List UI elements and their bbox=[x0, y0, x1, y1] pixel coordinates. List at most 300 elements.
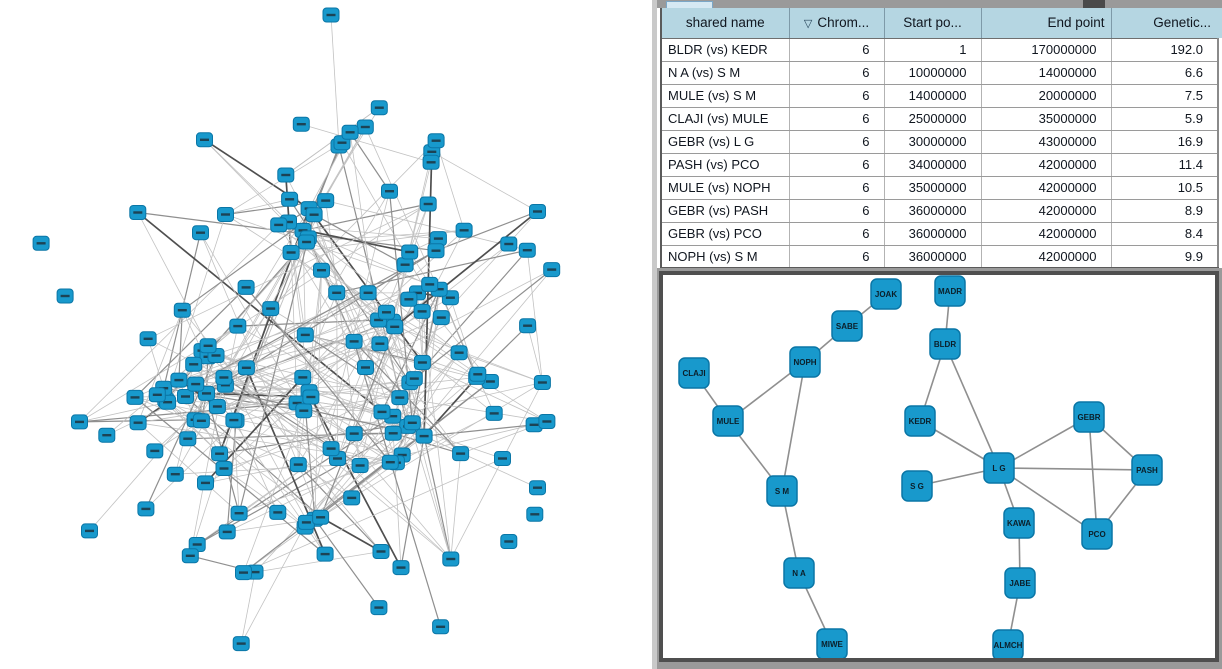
node-label bbox=[239, 571, 248, 573]
network-node[interactable] bbox=[216, 371, 232, 385]
network-node[interactable] bbox=[530, 205, 546, 219]
attribute-table[interactable] bbox=[660, 8, 1219, 269]
node-label bbox=[153, 394, 162, 396]
node-label bbox=[533, 487, 542, 489]
node-label bbox=[350, 432, 359, 434]
node-label bbox=[420, 435, 429, 437]
network-node[interactable] bbox=[372, 337, 388, 351]
table-row[interactable] bbox=[661, 130, 1218, 153]
node-label bbox=[356, 464, 365, 466]
table-row[interactable] bbox=[661, 245, 1218, 268]
cell-shared-name[interactable]: GEBR (vs) PASH bbox=[661, 199, 789, 222]
network-node[interactable] bbox=[404, 416, 420, 430]
network-node[interactable] bbox=[420, 197, 436, 211]
network-node[interactable] bbox=[127, 390, 143, 404]
cell-genetic[interactable]: 16.9 bbox=[1111, 130, 1218, 153]
network-node[interactable] bbox=[209, 400, 225, 414]
network-node[interactable] bbox=[501, 237, 517, 251]
node-label: GEBR bbox=[1077, 413, 1101, 422]
network-node[interactable] bbox=[433, 311, 449, 325]
node-MIWE[interactable] bbox=[817, 629, 847, 658]
network-node[interactable] bbox=[193, 226, 209, 240]
network-edge bbox=[350, 132, 389, 191]
table-row[interactable] bbox=[661, 199, 1218, 222]
network-node[interactable] bbox=[428, 244, 444, 258]
network-edge bbox=[528, 326, 543, 383]
node-label bbox=[533, 210, 542, 212]
node-label bbox=[302, 521, 311, 523]
node-label: N A bbox=[792, 569, 806, 578]
network-edge bbox=[424, 436, 451, 559]
overview-network-canvas[interactable] bbox=[663, 275, 1215, 658]
network-node[interactable] bbox=[130, 206, 146, 220]
node-label: S M bbox=[774, 487, 790, 496]
node-label bbox=[183, 438, 192, 440]
network-node[interactable] bbox=[298, 515, 314, 529]
network-node[interactable] bbox=[387, 320, 403, 334]
cell-chromosome[interactable]: 6 bbox=[789, 222, 884, 245]
node-NOPH[interactable] bbox=[790, 347, 820, 377]
network-node[interactable] bbox=[416, 429, 432, 443]
network-node[interactable] bbox=[501, 535, 517, 549]
node-label bbox=[455, 352, 464, 354]
network-node[interactable] bbox=[278, 168, 294, 182]
network-node[interactable] bbox=[486, 406, 502, 420]
cell-genetic[interactable]: 192.0 bbox=[1111, 38, 1218, 61]
node-label bbox=[382, 311, 391, 313]
node-JABE[interactable] bbox=[1005, 568, 1035, 598]
network-node[interactable] bbox=[544, 263, 560, 277]
network-node[interactable] bbox=[188, 377, 204, 391]
cell-start-position[interactable]: 36000000 bbox=[884, 245, 981, 268]
node-label: KAWA bbox=[1007, 519, 1031, 528]
node-label bbox=[389, 432, 398, 434]
network-node[interactable] bbox=[290, 458, 306, 472]
node-label bbox=[327, 14, 336, 16]
cell-chromosome[interactable]: 6 bbox=[789, 38, 884, 61]
network-node[interactable] bbox=[456, 223, 472, 237]
cell-start-position[interactable]: 14000000 bbox=[884, 84, 981, 107]
network-node[interactable] bbox=[140, 332, 156, 346]
node-label bbox=[361, 126, 370, 128]
node-MADR[interactable] bbox=[935, 276, 965, 306]
network-node[interactable] bbox=[230, 319, 246, 333]
cell-chromosome[interactable]: 6 bbox=[789, 176, 884, 199]
next-column-sliver bbox=[1217, 8, 1222, 38]
node-label bbox=[523, 249, 532, 251]
window-chrome-fragment bbox=[1083, 0, 1105, 8]
node-GEBR[interactable] bbox=[1074, 402, 1104, 432]
network-node[interactable] bbox=[238, 280, 254, 294]
node-JOAK[interactable] bbox=[871, 279, 901, 309]
node-label bbox=[134, 422, 143, 424]
network-node[interactable] bbox=[293, 117, 309, 131]
network-node[interactable] bbox=[428, 134, 444, 148]
overview-network-panel bbox=[659, 271, 1219, 662]
node-label bbox=[197, 420, 206, 422]
node-label bbox=[141, 508, 150, 510]
network-node[interactable] bbox=[236, 566, 252, 580]
node-label bbox=[397, 566, 406, 568]
table-row[interactable] bbox=[661, 176, 1218, 199]
node-label bbox=[390, 326, 399, 328]
network-node[interactable] bbox=[433, 620, 449, 634]
network-node[interactable] bbox=[406, 372, 422, 386]
network-node[interactable] bbox=[147, 444, 163, 458]
cell-genetic[interactable]: 8.9 bbox=[1111, 199, 1218, 222]
column-label: End point bbox=[1047, 15, 1105, 31]
network-node[interactable] bbox=[360, 286, 376, 300]
node-label bbox=[405, 251, 414, 253]
cell-start-position[interactable]: 36000000 bbox=[884, 222, 981, 245]
network-node[interactable] bbox=[282, 192, 298, 206]
network-node[interactable] bbox=[344, 491, 360, 505]
node-label bbox=[202, 392, 211, 394]
tab-fragment[interactable] bbox=[666, 1, 713, 8]
node-label bbox=[538, 381, 547, 383]
cell-end-point[interactable]: 43000000 bbox=[981, 130, 1111, 153]
node-MULE[interactable] bbox=[713, 406, 743, 436]
edge-L G--PASH[interactable] bbox=[999, 468, 1147, 470]
node-label bbox=[427, 151, 436, 153]
cell-shared-name[interactable]: BLDR (vs) KEDR bbox=[661, 38, 789, 61]
network-node[interactable] bbox=[197, 133, 213, 147]
network-node[interactable] bbox=[299, 235, 315, 249]
network-node[interactable] bbox=[495, 452, 511, 466]
cell-chromosome[interactable]: 6 bbox=[789, 84, 884, 107]
network-node[interactable] bbox=[423, 155, 439, 169]
cell-shared-name[interactable]: CLAJI (vs) MULE bbox=[661, 107, 789, 130]
network-node[interactable] bbox=[271, 218, 287, 232]
network-node[interactable] bbox=[402, 245, 418, 259]
node-BLDR[interactable] bbox=[930, 329, 960, 359]
overview-network-region bbox=[657, 268, 1222, 669]
node-N A[interactable] bbox=[784, 558, 814, 588]
node-label bbox=[333, 457, 342, 459]
node-SABE[interactable] bbox=[832, 311, 862, 341]
network-node[interactable] bbox=[397, 258, 413, 272]
network-node[interactable] bbox=[130, 416, 146, 430]
network-node[interactable] bbox=[527, 507, 543, 521]
network-node[interactable] bbox=[174, 303, 190, 317]
node-label bbox=[298, 376, 307, 378]
network-node[interactable] bbox=[149, 388, 165, 402]
cell-shared-name[interactable]: PASH (vs) PCO bbox=[661, 153, 789, 176]
network-node[interactable] bbox=[178, 390, 194, 404]
network-node[interactable] bbox=[392, 391, 408, 405]
network-node[interactable] bbox=[296, 404, 312, 418]
node-KAWA[interactable] bbox=[1004, 508, 1034, 538]
network-node[interactable] bbox=[270, 505, 286, 519]
node-label: PCO bbox=[1088, 530, 1106, 539]
network-node[interactable] bbox=[57, 289, 73, 303]
node-label bbox=[229, 419, 238, 421]
node-label: ALMCH bbox=[993, 641, 1023, 650]
node-label bbox=[287, 251, 296, 253]
node-S G[interactable] bbox=[902, 471, 932, 501]
edge-BLDR--L G[interactable] bbox=[945, 344, 999, 468]
network-node[interactable] bbox=[373, 545, 389, 559]
table-row[interactable] bbox=[661, 222, 1218, 245]
network-node[interactable] bbox=[385, 426, 401, 440]
network-node[interactable] bbox=[453, 447, 469, 461]
cell-end-point[interactable]: 42000000 bbox=[981, 199, 1111, 222]
network-node[interactable] bbox=[382, 455, 398, 469]
network-node[interactable] bbox=[72, 415, 88, 429]
cell-genetic[interactable]: 10.5 bbox=[1111, 176, 1218, 199]
network-node[interactable] bbox=[422, 277, 438, 291]
cell-end-point[interactable]: 42000000 bbox=[981, 222, 1111, 245]
node-label bbox=[150, 450, 159, 452]
network-node[interactable] bbox=[186, 357, 202, 371]
node-label bbox=[523, 325, 532, 327]
column-label: shared name bbox=[685, 15, 765, 31]
network-node[interactable] bbox=[306, 208, 322, 222]
node-label bbox=[297, 123, 306, 125]
node-label bbox=[306, 396, 315, 398]
node-KEDR[interactable] bbox=[905, 406, 935, 436]
network-node[interactable] bbox=[233, 637, 249, 651]
network-node[interactable] bbox=[297, 328, 313, 342]
network-node[interactable] bbox=[318, 194, 334, 208]
cell-end-point[interactable]: 42000000 bbox=[981, 153, 1111, 176]
cell-shared-name[interactable]: N A (vs) S M bbox=[661, 61, 789, 84]
network-edge bbox=[352, 383, 543, 498]
cell-shared-name[interactable]: GEBR (vs) L G bbox=[661, 130, 789, 153]
node-label bbox=[473, 373, 482, 375]
node-label: MIWE bbox=[821, 640, 843, 649]
cell-start-position[interactable]: 36000000 bbox=[884, 199, 981, 222]
table-row[interactable] bbox=[661, 153, 1218, 176]
network-node[interactable] bbox=[539, 415, 555, 429]
network-node[interactable] bbox=[283, 246, 299, 260]
network-node[interactable] bbox=[414, 304, 430, 318]
node-ALMCH[interactable] bbox=[993, 630, 1023, 658]
network-node[interactable] bbox=[346, 334, 362, 348]
cell-chromosome[interactable]: 6 bbox=[789, 153, 884, 176]
cell-end-point[interactable]: 170000000 bbox=[981, 38, 1111, 61]
column-header-chromosome[interactable] bbox=[789, 8, 884, 38]
network-node[interactable] bbox=[263, 302, 279, 316]
network-node[interactable] bbox=[401, 292, 417, 306]
node-label bbox=[504, 243, 513, 245]
node-label: MULE bbox=[716, 417, 740, 426]
network-node[interactable] bbox=[346, 427, 362, 441]
network-node[interactable] bbox=[33, 236, 49, 250]
network-node[interactable] bbox=[414, 356, 430, 370]
node-label bbox=[201, 482, 210, 484]
network-node[interactable] bbox=[171, 373, 187, 387]
cell-shared-name[interactable]: NOPH (vs) S M bbox=[661, 245, 789, 268]
network-node[interactable] bbox=[329, 286, 345, 300]
network-node[interactable] bbox=[443, 552, 459, 566]
cell-genetic[interactable]: 6.6 bbox=[1111, 61, 1218, 84]
node-label bbox=[386, 461, 395, 463]
column-header-genetic[interactable] bbox=[1111, 8, 1218, 38]
node-label bbox=[332, 292, 341, 294]
network-node[interactable] bbox=[520, 319, 536, 333]
node-label bbox=[285, 198, 294, 200]
network-node[interactable] bbox=[99, 428, 115, 442]
network-node[interactable] bbox=[352, 459, 368, 473]
network-node[interactable] bbox=[323, 8, 339, 22]
column-label: Genetic... bbox=[1153, 15, 1211, 31]
network-node[interactable] bbox=[303, 390, 319, 404]
network-node[interactable] bbox=[323, 442, 339, 456]
node-L G[interactable] bbox=[984, 453, 1014, 483]
network-edge bbox=[527, 250, 542, 382]
node-label bbox=[375, 107, 384, 109]
network-node[interactable] bbox=[218, 208, 234, 222]
cell-genetic[interactable]: 11.4 bbox=[1111, 153, 1218, 176]
node-S M[interactable] bbox=[767, 476, 797, 506]
network-node[interactable] bbox=[379, 305, 395, 319]
network-node[interactable] bbox=[393, 561, 409, 575]
network-node[interactable] bbox=[200, 339, 216, 353]
network-node[interactable] bbox=[226, 413, 242, 427]
network-node[interactable] bbox=[382, 184, 398, 198]
node-label bbox=[220, 467, 229, 469]
column-header-shared-name[interactable] bbox=[661, 8, 789, 38]
node-label bbox=[530, 424, 539, 426]
node-label bbox=[181, 395, 190, 397]
cell-chromosome[interactable]: 6 bbox=[789, 130, 884, 153]
edge-GEBR--PCO[interactable] bbox=[1089, 417, 1097, 534]
cell-start-position[interactable]: 10000000 bbox=[884, 61, 981, 84]
node-label bbox=[237, 642, 246, 644]
network-node[interactable] bbox=[180, 432, 196, 446]
cell-start-position[interactable]: 35000000 bbox=[884, 176, 981, 199]
node-label bbox=[350, 340, 359, 342]
column-header-end-point[interactable] bbox=[981, 8, 1111, 38]
cell-start-position[interactable]: 25000000 bbox=[884, 107, 981, 130]
cell-end-point[interactable]: 42000000 bbox=[981, 245, 1111, 268]
node-label: JOAK bbox=[874, 290, 898, 299]
node-label: SABE bbox=[835, 322, 859, 331]
network-node[interactable] bbox=[167, 467, 183, 481]
network-node[interactable] bbox=[198, 476, 214, 490]
network-node[interactable] bbox=[231, 506, 247, 520]
node-label bbox=[378, 411, 387, 413]
node-label bbox=[302, 241, 311, 243]
cell-genetic[interactable]: 7.5 bbox=[1111, 84, 1218, 107]
node-label bbox=[178, 309, 187, 311]
network-node[interactable] bbox=[82, 524, 98, 538]
node-label bbox=[242, 286, 251, 288]
cell-end-point[interactable]: 20000000 bbox=[981, 84, 1111, 107]
network-node[interactable] bbox=[374, 405, 390, 419]
column-header-start-position[interactable] bbox=[884, 8, 981, 38]
node-label: NOPH bbox=[793, 358, 817, 367]
table-row[interactable] bbox=[661, 107, 1218, 130]
table-row[interactable] bbox=[661, 38, 1218, 61]
cell-end-point[interactable]: 14000000 bbox=[981, 61, 1111, 84]
cell-end-point[interactable]: 42000000 bbox=[981, 176, 1111, 199]
network-node[interactable] bbox=[314, 263, 330, 277]
network-node[interactable] bbox=[530, 481, 546, 495]
cell-genetic[interactable]: 9.9 bbox=[1111, 245, 1218, 268]
cell-shared-name[interactable]: MULE (vs) NOPH bbox=[661, 176, 789, 199]
node-label bbox=[374, 606, 383, 608]
cell-chromosome[interactable]: 6 bbox=[789, 107, 884, 130]
node-label: JABE bbox=[1009, 579, 1031, 588]
network-node[interactable] bbox=[216, 462, 232, 476]
network-node[interactable] bbox=[519, 243, 535, 257]
cell-genetic[interactable]: 5.9 bbox=[1111, 107, 1218, 130]
network-node[interactable] bbox=[371, 101, 387, 115]
table-header-row bbox=[661, 8, 1218, 38]
table-row[interactable] bbox=[661, 84, 1218, 107]
node-label bbox=[347, 497, 356, 499]
network-node[interactable] bbox=[219, 525, 235, 539]
cell-shared-name[interactable]: MULE (vs) S M bbox=[661, 84, 789, 107]
network-node[interactable] bbox=[342, 125, 358, 139]
column-label: Chrom... bbox=[817, 15, 870, 31]
node-label bbox=[437, 316, 446, 318]
cell-end-point[interactable]: 35000000 bbox=[981, 107, 1111, 130]
cell-genetic[interactable]: 8.4 bbox=[1111, 222, 1218, 245]
edge-attribute-table-panel bbox=[657, 0, 1222, 268]
network-node[interactable] bbox=[212, 447, 228, 461]
node-label bbox=[310, 214, 319, 216]
node-PCO[interactable] bbox=[1082, 519, 1112, 549]
node-label: CLAJI bbox=[682, 369, 706, 378]
cell-shared-name[interactable]: GEBR (vs) PCO bbox=[661, 222, 789, 245]
node-label bbox=[294, 463, 303, 465]
node-label bbox=[490, 412, 499, 414]
network-node[interactable] bbox=[193, 414, 209, 428]
node-label bbox=[200, 139, 209, 141]
network-node[interactable] bbox=[295, 370, 311, 384]
table-row[interactable] bbox=[661, 61, 1218, 84]
network-node[interactable] bbox=[182, 549, 198, 563]
network-node[interactable] bbox=[358, 361, 374, 375]
network-node[interactable] bbox=[371, 601, 387, 615]
network-node[interactable] bbox=[238, 361, 254, 375]
cell-chromosome[interactable]: 6 bbox=[789, 199, 884, 222]
node-label bbox=[327, 447, 336, 449]
node-label bbox=[131, 396, 140, 398]
network-node[interactable] bbox=[451, 346, 467, 360]
node-label bbox=[375, 343, 384, 345]
cell-chromosome[interactable]: 6 bbox=[789, 245, 884, 268]
network-node[interactable] bbox=[357, 120, 373, 134]
network-node[interactable] bbox=[317, 547, 333, 561]
node-PASH[interactable] bbox=[1132, 455, 1162, 485]
network-node[interactable] bbox=[534, 376, 550, 390]
edge-NOPH--S M[interactable] bbox=[782, 362, 805, 491]
node-label: BLDR bbox=[933, 340, 957, 349]
cell-chromosome[interactable]: 6 bbox=[789, 61, 884, 84]
cell-start-position[interactable]: 34000000 bbox=[884, 153, 981, 176]
filter-funnel-icon[interactable]: ▽ bbox=[803, 18, 813, 31]
network-node[interactable] bbox=[313, 510, 329, 524]
node-label bbox=[189, 363, 198, 365]
network-node[interactable] bbox=[138, 502, 154, 516]
node-label bbox=[424, 203, 433, 205]
node-label bbox=[266, 307, 275, 309]
node-label bbox=[456, 452, 465, 454]
cell-start-position[interactable]: 30000000 bbox=[884, 130, 981, 153]
node-label bbox=[204, 345, 213, 347]
cell-start-position[interactable]: 1 bbox=[884, 38, 981, 61]
node-CLAJI[interactable] bbox=[679, 358, 709, 388]
node-label bbox=[191, 383, 200, 385]
node-label bbox=[215, 453, 224, 455]
node-label bbox=[37, 242, 46, 244]
node-label bbox=[219, 376, 228, 378]
network-node[interactable] bbox=[470, 367, 486, 381]
